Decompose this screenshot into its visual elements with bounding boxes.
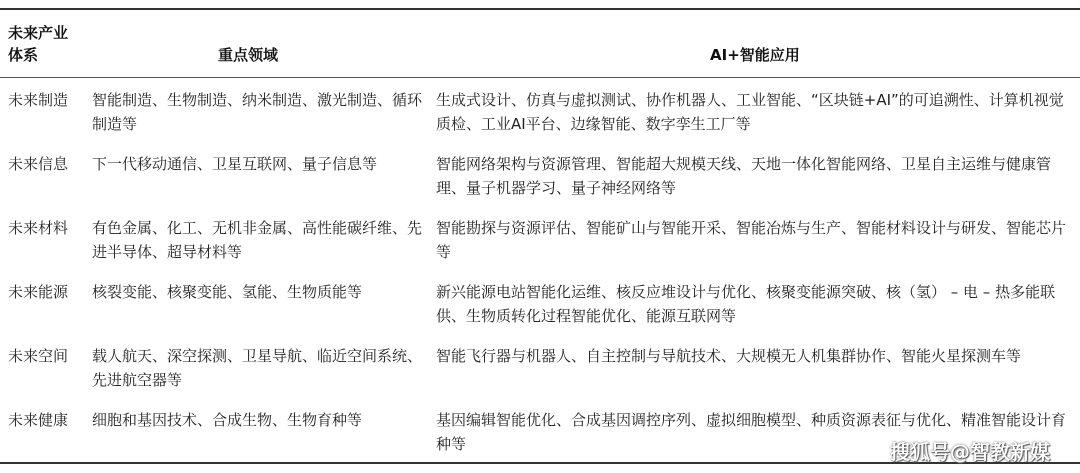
cell-ai: 新兴能源电站智能化运维、核反应堆设计与优化、核聚变能源突破、核（氢） – 电 – 热多能联供、生物质转化过程智能优化、能源互联网等	[436, 283, 1056, 325]
industry-table	[0, 8, 1080, 464]
watermark: 搜狐号@智教新媒	[890, 440, 1050, 464]
cell-fields: 下一代移动通信、卫星互联网、量子信息等	[92, 155, 378, 173]
header-system: 未来产业体系	[8, 24, 69, 64]
cell-system: 未来能源	[8, 283, 69, 301]
table-row	[0, 78, 1080, 142]
cell-fields: 载人航天、深空探测、卫星导航、临近空间系统、先进航空器等	[92, 347, 423, 389]
table-header	[0, 10, 1080, 78]
table-row	[0, 206, 1080, 270]
cell-fields: 核裂变能、核聚变能、氢能、生物质能等	[92, 283, 363, 301]
cell-system: 未来空间	[8, 347, 69, 365]
cell-system: 未来材料	[8, 219, 69, 237]
cell-system: 未来制造	[8, 91, 69, 109]
cell-ai: 基因编辑智能优化、合成基因调控序列、虚拟细胞模型、种质资源表征与优化、精准智能设计育种等	[436, 411, 1067, 453]
table-row	[0, 334, 1080, 398]
cell-fields: 细胞和基因技术、合成生物、生物育种等	[92, 411, 363, 429]
cell-system: 未来健康	[8, 411, 69, 429]
header-fields: 重点领域	[218, 46, 279, 64]
table-row	[0, 270, 1080, 334]
cell-ai: 生成式设计、仿真与虚拟测试、协作机器人、工业智能、“区块链+AI”的可追溯性、计算机视觉质检、工业AI平台、边缘智能、数字孪生工厂等	[436, 91, 1064, 133]
cell-ai: 智能飞行器与机器人、自主控制与导航技术、大规模无人机集群协作、智能火星探测车等	[436, 347, 1022, 365]
cell-fields: 智能制造、生物制造、纳米制造、激光制造、循环制造等	[92, 91, 423, 133]
table-row	[0, 142, 1080, 206]
cell-system: 未来信息	[8, 155, 69, 173]
cell-ai: 智能网络架构与资源管理、智能超大规模天线、天地一体化智能网络、卫星自主运维与健康管理、量子机器学习、量子神经网络等	[436, 155, 1052, 197]
header-ai: AI+智能应用	[710, 46, 800, 64]
cell-ai: 智能勘探与资源评估、智能矿山与智能开采、智能冶炼与生产、智能材料设计与研发、智能芯片等	[436, 219, 1067, 261]
cell-fields: 有色金属、化工、无机非金属、高性能碳纤维、先进半导体、超导材料等	[92, 219, 423, 261]
